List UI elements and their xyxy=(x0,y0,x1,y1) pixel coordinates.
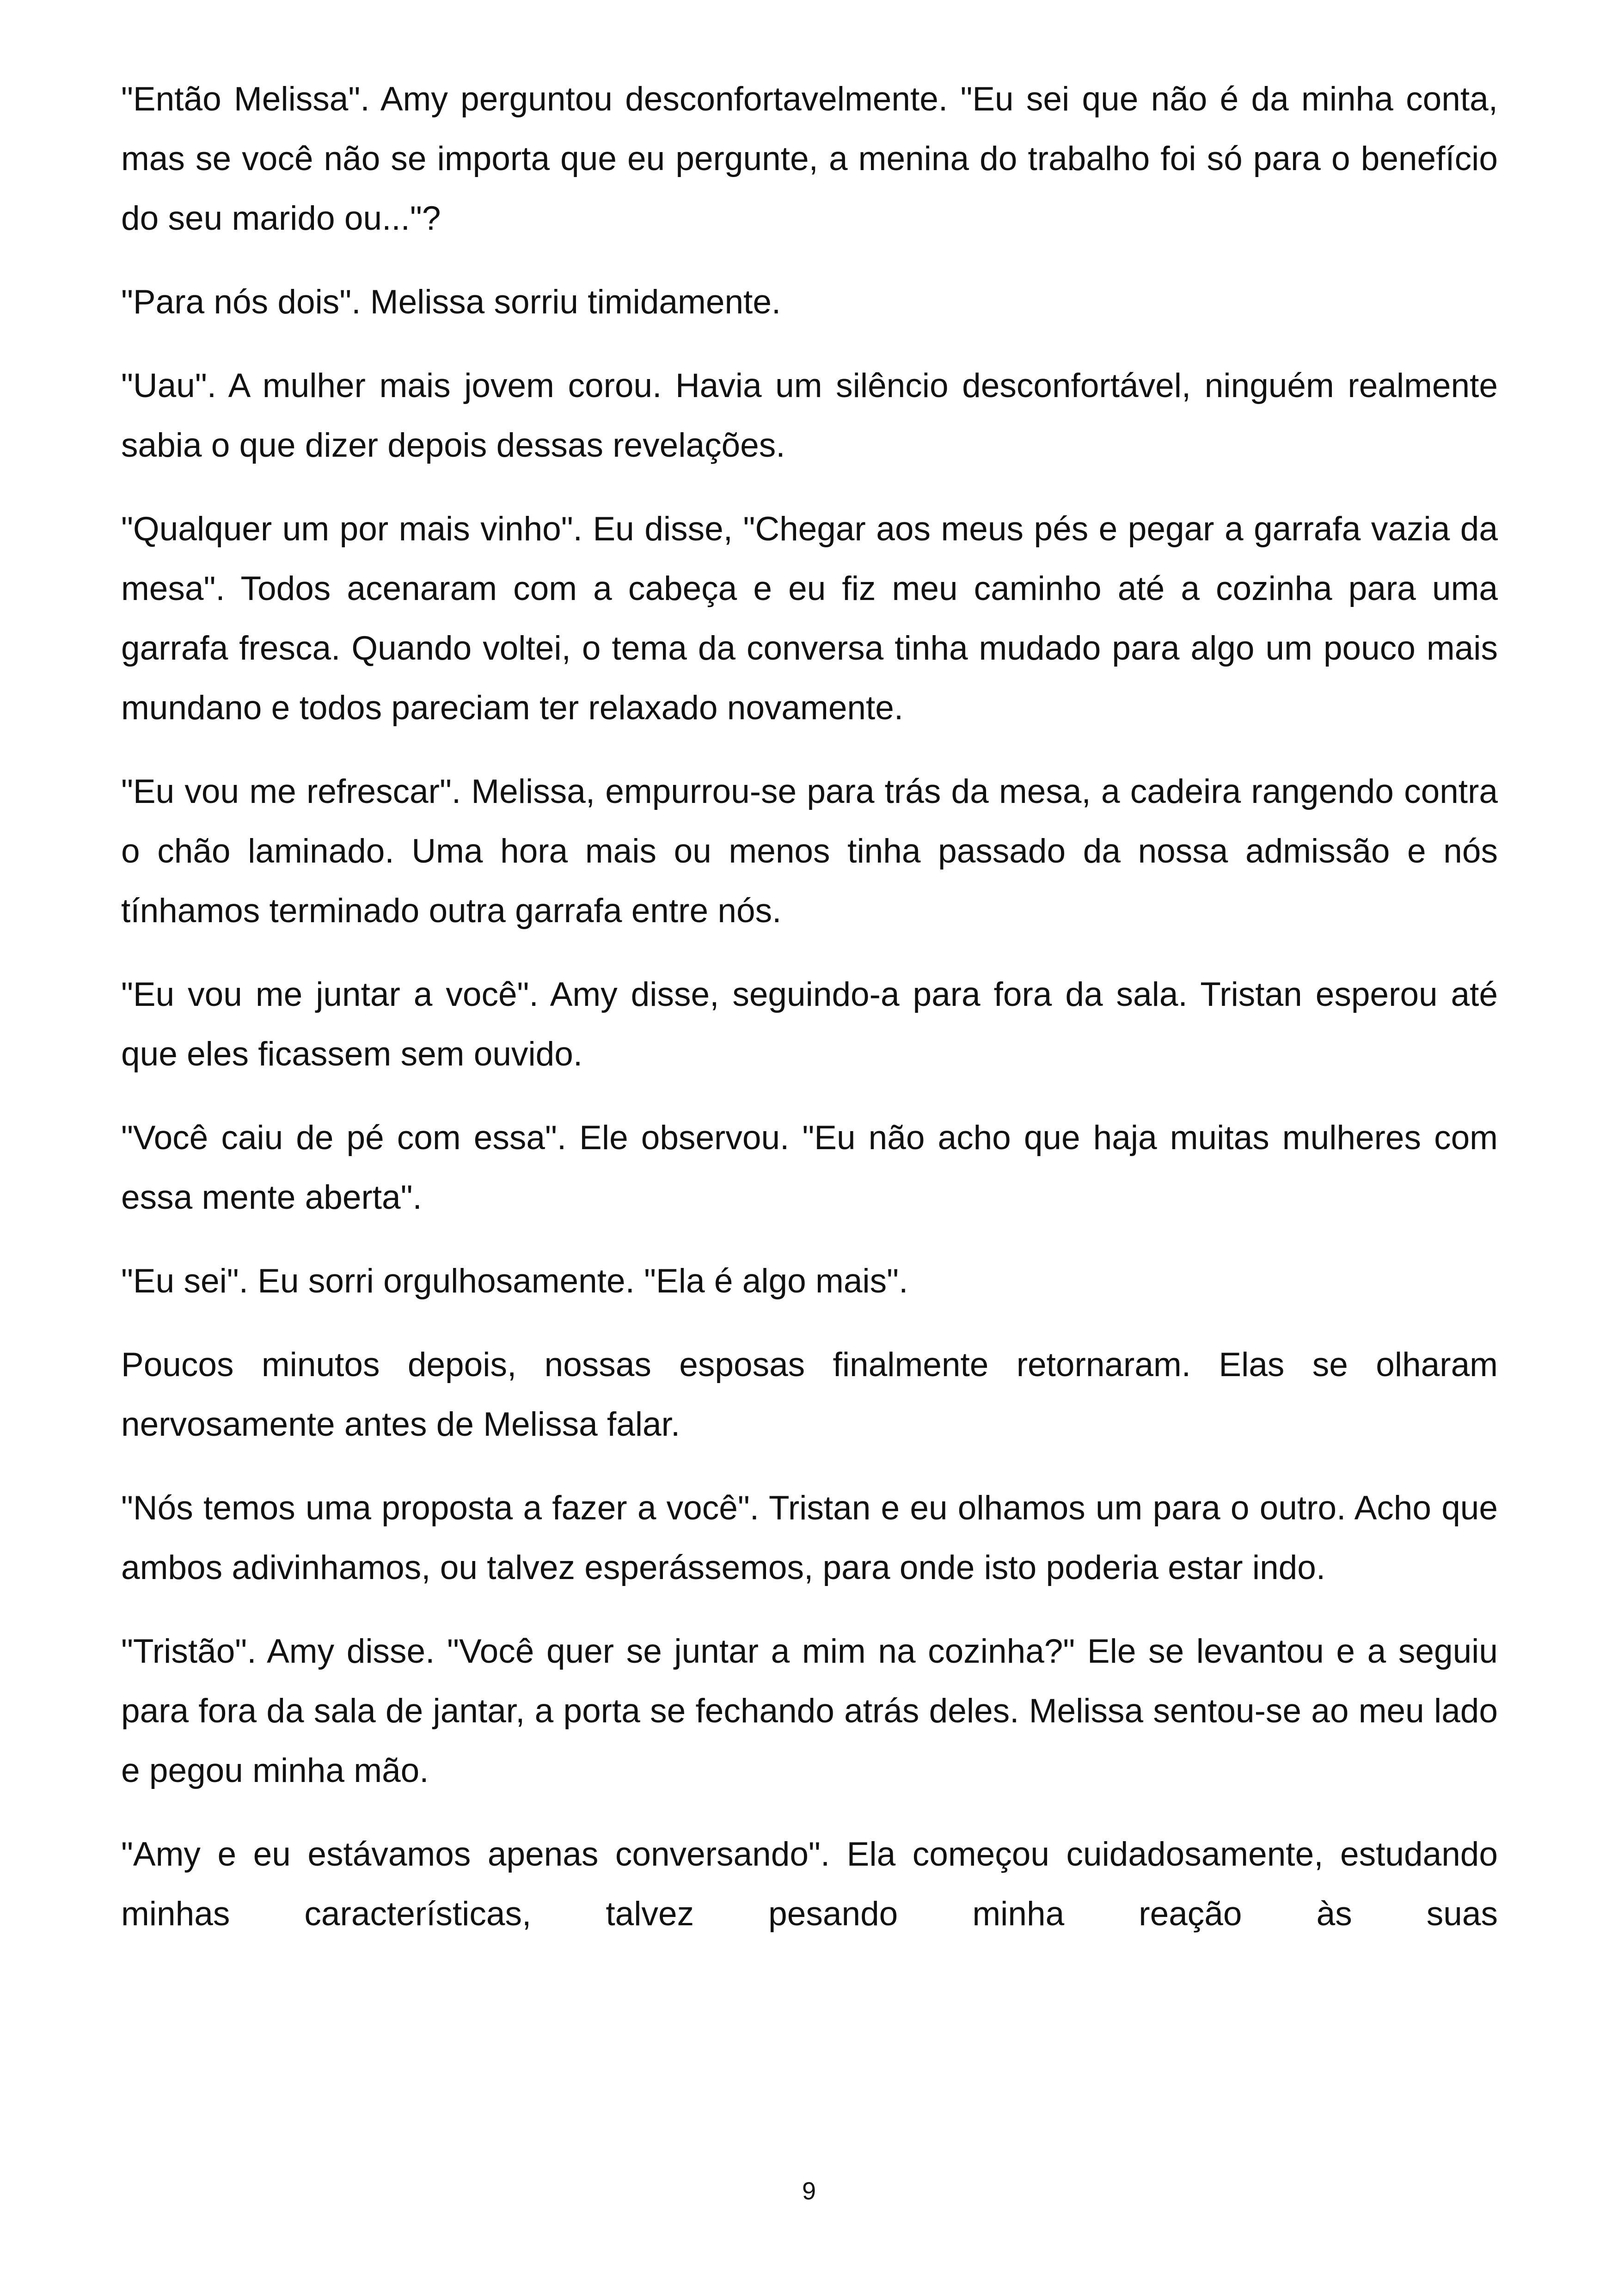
body-text xyxy=(121,69,1498,1944)
paragraph-1: "Então Melissa". Amy perguntou desconfortavelmente. "Eu sei que não é da minha conta, mas se você não se importa que eu pergunte, a menina do trabalho foi só para o benefício do seu marido ou..."? xyxy=(121,80,1498,237)
paragraph-3: "Uau". A mulher mais jovem corou. Havia um silêncio desconfortável, ninguém realmente sabia o que dizer depois dessas revelações. xyxy=(121,367,1498,464)
paragraph-6: "Eu vou me juntar a você". Amy disse, seguindo-a para fora da sala. Tristan esperou até que eles ficassem sem ouvido. xyxy=(121,976,1498,1073)
page-number: 9 xyxy=(802,2177,816,2205)
paragraph-2: "Para nós dois". Melissa sorriu timidamente. xyxy=(121,283,781,321)
paragraph-5: "Eu vou me refrescar". Melissa, empurrou-se para trás da mesa, a cadeira rangendo contra o chão laminado. Uma hora mais ou menos tinha passado da nossa admissão e nós tínhamos terminado outra garrafa entre nós. xyxy=(121,773,1498,930)
paragraph-9: Poucos minutos depois, nossas esposas finalmente retornaram. Elas se olharam nervosamente antes de Melissa falar. xyxy=(121,1346,1498,1443)
paragraph-12: "Amy e eu estávamos apenas conversando". Ela começou cuidadosamente, estudando minhas características, talvez pesando minha reação às suas xyxy=(121,1836,1498,1933)
paragraph-4: "Qualquer um por mais vinho". Eu disse, "Chegar aos meus pés e pegar a garrafa vazia da mesa". Todos acenaram com a cabeça e eu fiz meu caminho até a cozinha para uma garrafa fresca. Quando voltei, o tema da conversa tinha mudado para algo um pouco mais mundano e todos pareciam ter relaxado novamente. xyxy=(121,510,1498,727)
paragraph-7: "Você caiu de pé com essa". Ele observou. "Eu não acho que haja muitas mulheres com essa mente aberta". xyxy=(121,1119,1498,1216)
paragraph-10: "Nós temos uma proposta a fazer a você". Tristan e eu olhamos um para o outro. Acho que ambos adivinhamos, ou talvez esperássemos, para onde isto poderia estar indo. xyxy=(121,1489,1498,1586)
paragraph-11: "Tristão". Amy disse. "Você quer se juntar a mim na cozinha?" Ele se levantou e a seguiu para fora da sala de jantar, a porta se fechando atrás deles. Melissa sentou-se ao meu lado e pegou minha mão. xyxy=(121,1633,1498,1789)
paragraph-8: "Eu sei". Eu sorri orgulhosamente. "Ela é algo mais". xyxy=(121,1262,908,1300)
